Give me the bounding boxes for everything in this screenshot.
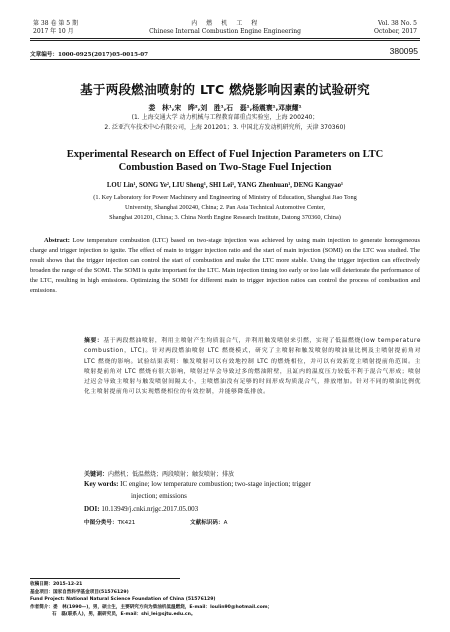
affiliation-cn-2: 2. 泛亚汽车技术中心有限公司，上海 201201；3. 中国北方发动机研究所，天津 370360): [104, 124, 346, 131]
classification: [84, 518, 135, 526]
footnote-rule: [30, 578, 180, 579]
title-en-line-1: Experimental Research on Effect of Fuel Injection Parameters on LTC: [66, 149, 384, 160]
document-code: [190, 518, 227, 526]
title-cn: 基于两段燃油喷射的 LTC 燃烧影响因素的试验研究: [80, 82, 370, 97]
affiliation-en-2: University, Shanghai 200240, China; 2. Pan Asia Technical Automotive Center,: [124, 204, 326, 211]
journal-volume-en: Vol. 38 No. 5: [377, 20, 417, 27]
abstract-cn-text: 基于两段燃油喷射，利用主喷射产生均质混合气，并利用触发喷射来引燃，实现了低温燃烧(low temperature combustion，LTC)。针对两段燃油喷射 LTC 燃烧模式，研究了主喷射和触发喷射的喷油量比例及主喷射提前角对 LTC 燃烧的影响。试验结果表明：触发喷射可以有效地控制 LTC 的燃烧相位，并可以有效拓宽主喷射提前角范围。主喷射提前角对 LTC 燃烧有很大影响，喷射过早会导致过多的燃油附壁，且缸内的温度压力较低不利于混合气形成；喷射过迟会导致主喷射与触发喷射间隔太小，主喷燃油没有足够的时间形成均质混合气，排放增加。针对不同的喷油比例优化主喷射提前角可以实现燃烧相位的有效控制，并能够降低排放。: [84, 338, 421, 396]
footnotes: [30, 581, 272, 619]
doc-code-label: 文献标识码：: [190, 520, 224, 526]
journal-name-cn: 内 燃 机 工 程: [191, 20, 259, 27]
keywords-en-line-1: IC engine; low temperature combustion; two-stage injection; trigger: [120, 480, 311, 488]
abstract-en: [30, 236, 420, 296]
doi-label: DOI:: [84, 505, 100, 513]
clc-value: TK421: [117, 520, 136, 526]
footnote-fund-en: Fund Project: National Natural Science Foundation of China (51576129): [30, 597, 216, 602]
doc-code-value: A: [223, 520, 228, 526]
journal-date-cn: 2017 年 10 月: [33, 28, 74, 35]
abstract-cn-label: 摘要：: [84, 338, 104, 344]
authors-en: LOU Lin¹, SONG Ye², LIU Sheng¹, SHI Lei¹, YANG Zhenhuan¹, DENG Kangyao¹: [106, 182, 344, 189]
article-id: 文章编号：1000-0925(2017)05-0015-07: [30, 52, 149, 58]
footnote-author-2: 石 磊(联系人)，男，副研究员，E-mail：shi_lei@sjtu.edu.cn。: [52, 612, 196, 617]
abstract-cn: [84, 336, 421, 398]
footnote-author-1: 作者简介：娄 林(1990—)，男，硕士生，主要研究方向为柴油机低温燃烧，E-mail：loulin90@hotmail.com；: [30, 604, 273, 610]
header-rule: [30, 38, 420, 39]
keywords-cn: [84, 469, 234, 478]
title-en-line-2: Combustion Based on Two-Stage Fuel Injection: [118, 162, 332, 173]
footnote-fund-cn: 基金项目：国家自然科学基金项目(51576129): [30, 589, 129, 595]
id-rule: [30, 59, 420, 60]
keywords-cn-label: 关键词：: [84, 471, 109, 478]
doi: [84, 505, 198, 513]
abstract-en-label: Abstract:: [44, 237, 70, 244]
keywords-cn-text: 内燃机；低温燃烧；两段喷射；触发喷射；排放: [108, 471, 235, 478]
keywords-en-line-2: injection; emissions: [131, 492, 187, 500]
affiliation-en-1: (1. Key Laboratory for Power Machinery and Engineering of Ministry of Education, Shanghai Jiao Tong: [93, 194, 357, 201]
abstract-en-text: Low temperature combustion (LTC) based on two-stage injection was achieved by using main injection to generate homogeneous charge and trigger injection to ignite. The effect of main to trigger injection ratio and the start of main injection (SOMI) on the LTC was studied. The result shows that the trigger injection can control the start of combustion and make the LTC more stable. Using the trigger injection can effectively broaden the range of the SOMI. The SOMI is quite important for the LTC. Main injection timing too early or too late will deteriorate the performance of the LTC, resulting in high emissions. Optimizing the SOMI for different main to trigger injection ratios can control the process of combustion and emissions.: [30, 237, 420, 294]
keywords-en: [84, 480, 311, 488]
authors-cn: 娄 林¹,宋 晔²,刘 胜¹,石 磊¹,杨震寰¹,邓康耀¹: [148, 104, 302, 112]
journal-date-en: October, 2017: [374, 28, 417, 35]
clc-label: 中图分类号：: [84, 520, 118, 526]
affiliation-en-3: Shanghai 201201, China; 3. China North Engine Research Institute, Datong 370360, China): [109, 214, 341, 221]
article-number: 380095: [389, 46, 418, 56]
affiliation-cn-1: (1. 上海交通大学 动力机械与工程教育部重点实验室，上海 200240；: [131, 114, 319, 121]
keywords-en-label: Key words:: [84, 480, 119, 488]
footnote-received: 收稿日期：2015-12-21: [30, 582, 83, 587]
header-rule-thin: [30, 40, 420, 41]
journal-volume-issue: 第 38 卷 第 5 期: [33, 20, 78, 27]
journal-name-en: Chinese Internal Combustion Engine Engineering: [149, 28, 301, 35]
doi-value: 10.13949/j.cnki.nrjgc.2017.05.003: [101, 505, 199, 513]
